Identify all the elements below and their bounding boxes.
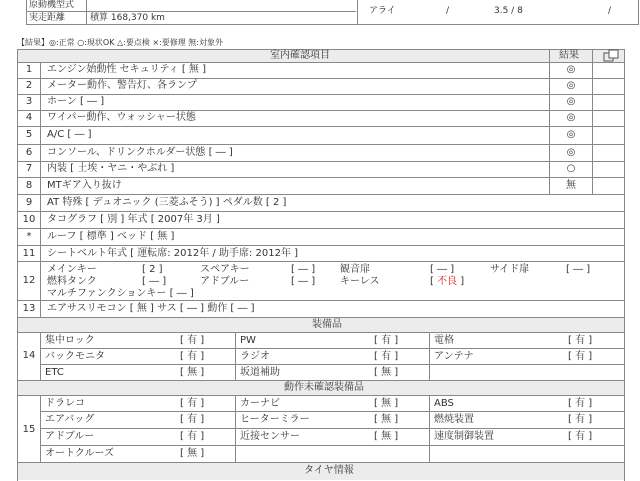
unchecked-label: ABS [434,398,454,409]
key-label: キーレス [340,276,380,287]
multi-function-key: マルチファンクションキー [ ― ] [47,288,194,299]
check-item: エンジン始動性 セキュリティ [ 無 ] [47,64,207,75]
row-number: 7 [25,163,33,174]
key-label: メインキー [47,264,97,275]
result-mark: ◎ [566,112,576,123]
unchecked-value: [ 有 ] [180,398,205,409]
defect-mark: 不良 [437,276,458,287]
key-label: サイド扉 [490,264,530,275]
key-value: [ ― ] [566,264,591,275]
row-number: 13 [22,303,36,314]
model-label: 原動機型式 [29,0,75,10]
tire-title: タイヤ情報 [304,465,354,476]
equipment-label: PW [240,335,256,346]
mileage-value: 積算 168,370 km [90,13,165,23]
key-value: [ ― ] [291,276,316,287]
key-label: スペアキー [200,264,250,275]
result-mark: ◎ [566,80,576,91]
equipment-value: [ 無 ] [180,367,205,378]
equipment-title: 装備品 [312,319,342,330]
alignment-label: アライ [369,6,396,16]
equipment-label: 集中ロック [45,335,95,346]
unchecked-label: カーナビ [240,398,280,409]
equipment-value: [ 有 ] [568,351,593,362]
equipment-value: [ 有 ] [374,351,399,362]
result-header: 結果 [559,50,579,61]
key-value: [ 2 ] [142,264,163,275]
unchecked-label: オートクルーズ [45,448,114,459]
unchecked-label: 近接センサー [240,431,300,442]
row-number: 4 [25,112,33,123]
alignment-slash: / [446,6,450,16]
copy-icon[interactable] [600,48,622,62]
row-number: 11 [22,248,36,259]
row-number: 15 [22,424,36,435]
bracket-close: ] [460,276,465,287]
unchecked-title: 動作未確認装備品 [284,382,364,393]
unchecked-label: エアバッグ [45,414,95,425]
row-number: 1 [25,64,33,75]
unchecked-value: [ 無 ] [374,414,399,425]
check-item: シートベルト年式 [ 運転席: 2012年 / 助手席: 2012年 ] [47,248,299,259]
row-number: 5 [25,129,33,140]
result-mark: ○ [566,163,576,174]
result-mark: ◎ [566,64,576,75]
row-number: 3 [25,96,33,107]
check-item: ワイパー動作、ウォッシャー状態 [47,112,196,123]
mileage-label: 実走距離 [29,13,66,23]
equipment-label: バックモニタ [45,351,105,362]
row-number: 8 [25,180,33,191]
key-label: 観音扉 [340,264,370,275]
result-legend: 【結果】◎:正常 ○:現状OK △:要点検 ×:要修理 無:対象外 [17,38,224,47]
result-mark: ◎ [566,129,576,140]
check-item: ホーン [ ― ] [47,96,105,107]
check-item: タコグラフ [ 別 ] 年式 [ 2007年 3月 ] [47,214,220,225]
key-value: [ ― ] [291,264,316,275]
key-value: [ ― ] [430,264,455,275]
unchecked-label: 燃焼装置 [434,414,474,425]
row-number: 9 [25,197,33,208]
section-title: 室内確認項目 [270,50,330,61]
unchecked-value: [ 有 ] [568,398,593,409]
unchecked-value: [ 有 ] [180,431,205,442]
unchecked-label: ドラレコ [45,398,85,409]
equipment-label: アンテナ [434,351,474,362]
check-item: ルーフ [ 標準 ] ベッド [ 無 ] [47,231,175,242]
row-number: 6 [25,147,33,158]
equipment-label: ETC [45,367,64,378]
check-item: 内装 [ 土埃・ヤニ・やぶれ ] [47,163,175,174]
result-mark: ◎ [566,96,576,107]
check-item: AT 特殊 [ デュオニック (三菱ふそう) ] ペダル数 [ 2 ] [47,197,287,208]
equipment-value: [ 有 ] [180,335,205,346]
unchecked-value: [ 有 ] [568,414,593,425]
equipment-value: [ 有 ] [568,335,593,346]
row-number: 12 [22,275,36,286]
check-item: MTギア入り抜け [47,180,122,191]
result-mark: ◎ [566,147,576,158]
unchecked-label: ヒーターミラー [240,414,310,425]
row-number: 2 [25,80,33,91]
row-number: 10 [22,214,36,225]
equipment-label: ラジオ [240,351,270,362]
unchecked-value: [ 無 ] [374,431,399,442]
header-box [26,0,358,25]
equipment-value: [ 有 ] [180,351,205,362]
keyless-value [430,276,464,288]
unchecked-label: 速度制御装置 [434,431,494,442]
equipment-label: 坂道補助 [240,367,280,378]
unchecked-value: [ 有 ] [180,414,205,425]
unchecked-value: [ 無 ] [180,448,205,459]
result-mark: 無 [566,180,576,191]
unchecked-value: [ 無 ] [374,398,399,409]
check-item: コンソール、ドリンクホルダー状態 [ ― ] [47,147,233,158]
alignment-value: 3.5 / 8 [494,6,523,16]
equipment-value: [ 有 ] [374,335,399,346]
equipment-label: 電格 [434,335,454,346]
alignment-slash-2: / [608,6,612,16]
check-item: メーター動作、警告灯、各ランプ [47,80,197,91]
check-item: A/C [ ― ] [47,129,92,140]
check-item: エアサスリモコン [ 無 ] サス [ ― ] 動作 [ ― ] [47,303,255,314]
row-number: 14 [22,350,36,361]
unchecked-value: [ 有 ] [568,431,593,442]
equipment-value: [ 無 ] [374,367,399,378]
key-label: 燃料タンク [47,276,97,287]
key-label: アドブルー [200,276,250,287]
unchecked-label: アドブルー [45,431,95,442]
bracket-open: [ [430,276,434,287]
row-number: * [26,231,32,242]
key-value: [ ― ] [142,276,167,287]
